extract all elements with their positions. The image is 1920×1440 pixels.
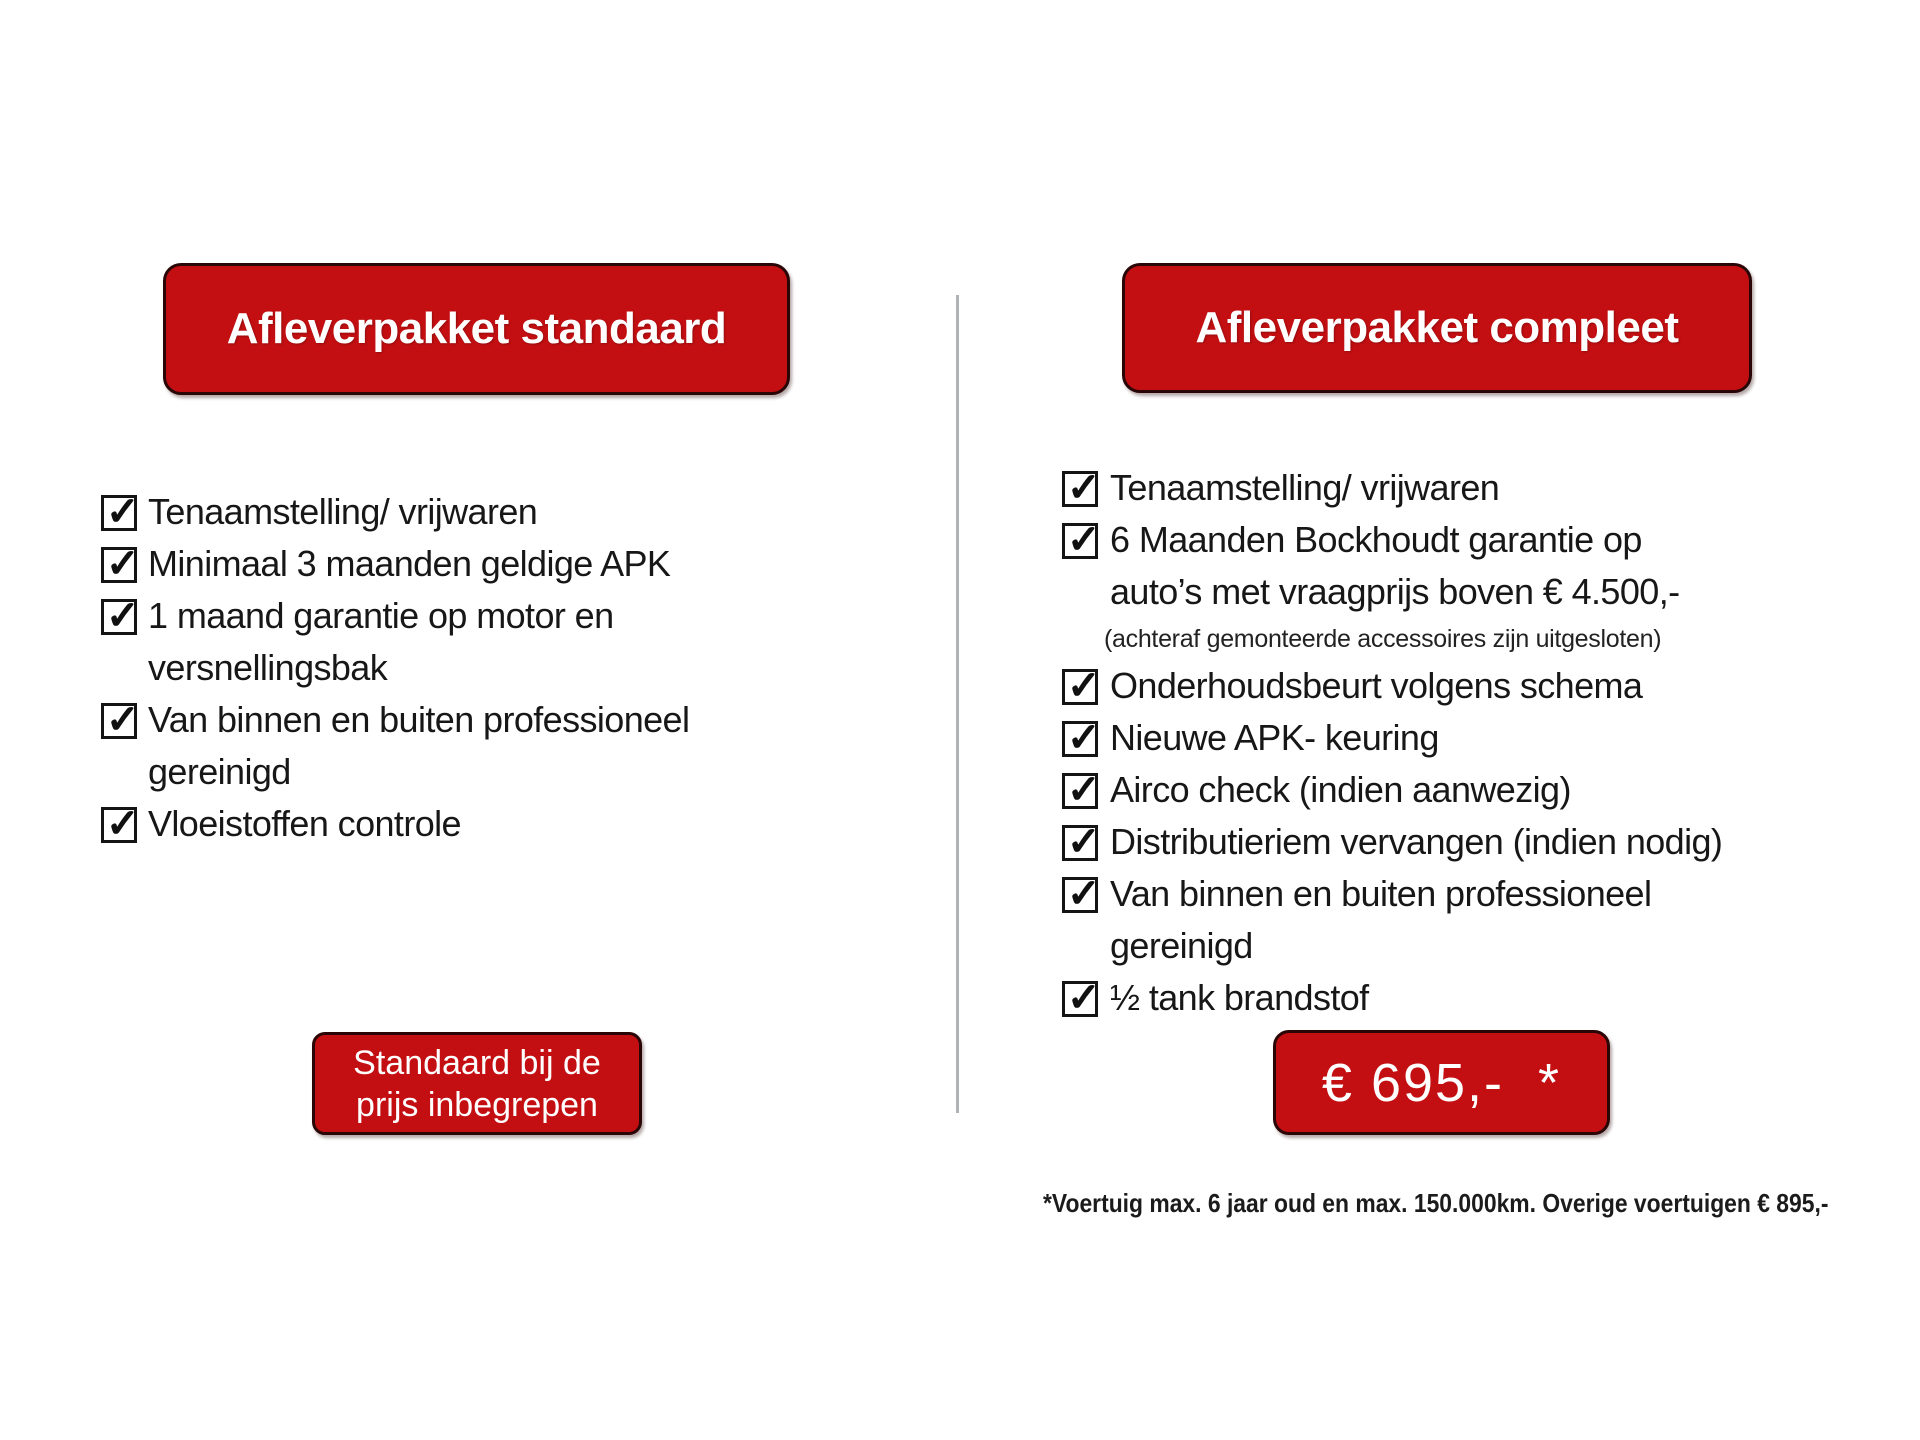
checklist-item-label: ½ tank brandstof (1110, 977, 1369, 1018)
checklist-item (1062, 660, 1882, 712)
checklist-item-label: versnellingsbak (148, 647, 388, 688)
checklist-note-label: (achteraf gemonteerde accessoires zijn uitgesloten) (1104, 624, 1662, 653)
checked-checkbox-icon (101, 594, 139, 638)
checked-checkbox-icon (1062, 976, 1100, 1020)
check-mark-icon: ✓ (106, 490, 139, 534)
checked-checkbox-icon (101, 490, 139, 534)
checklist-item (1062, 514, 1882, 566)
checked-checkbox-icon (1062, 518, 1100, 562)
checklist-item-label: Van binnen en buiten professioneel (148, 699, 690, 740)
check-mark-icon: ✓ (1067, 716, 1100, 760)
checked-checkbox-icon (101, 802, 139, 846)
check-mark-icon: ✓ (1067, 466, 1100, 510)
checklist-item (1062, 868, 1882, 920)
checklist-item-label: Minimaal 3 maanden geldige APK (148, 543, 671, 584)
checklist-item-label: 6 Maanden Bockhoudt garantie op (1110, 519, 1642, 560)
checklist-item (101, 798, 861, 850)
checked-checkbox-icon (1062, 872, 1100, 916)
checklist-item-label: gereinigd (148, 751, 291, 792)
checked-checkbox-icon (1062, 466, 1100, 510)
checked-checkbox-icon (101, 698, 139, 742)
check-mark-icon: ✓ (106, 542, 139, 586)
complete-package-title: Afleverpakket compleet (1195, 303, 1679, 352)
checklist-item-continuation (1062, 566, 1882, 618)
checklist-item-continuation (1062, 920, 1882, 972)
price-value: € 695,- * (1321, 1052, 1562, 1113)
check-mark-icon: ✓ (106, 802, 139, 846)
checklist-item-label: 1 maand garantie op motor en (148, 595, 614, 636)
checklist-item (1062, 764, 1882, 816)
check-mark-icon: ✓ (1067, 820, 1100, 864)
check-mark-icon: ✓ (106, 594, 139, 638)
check-mark-icon: ✓ (106, 698, 139, 742)
checklist-item-label: auto’s met vraagprijs boven € 4.500,- (1110, 571, 1680, 612)
checked-checkbox-icon (1062, 820, 1100, 864)
checklist-item (1062, 462, 1882, 514)
checklist-item-label: gereinigd (1110, 925, 1253, 966)
standard-package-title: Afleverpakket standaard (226, 304, 727, 353)
checklist-item-label: Tenaamstelling/ vrijwaren (1110, 467, 1500, 508)
checklist-item-label: Onderhoudsbeurt volgens schema (1110, 665, 1643, 706)
checklist-item (101, 486, 861, 538)
checked-checkbox-icon (101, 542, 139, 586)
included-in-price-badge (312, 1032, 642, 1135)
checked-checkbox-icon (1062, 664, 1100, 708)
check-mark-icon: ✓ (1067, 976, 1100, 1020)
checklist-item (1062, 816, 1882, 868)
checklist-item (101, 590, 861, 642)
complete-package-header (1122, 263, 1752, 393)
checklist-item (101, 538, 861, 590)
checklist-item (1062, 712, 1882, 764)
check-mark-icon: ✓ (1067, 768, 1100, 812)
price-badge (1273, 1030, 1610, 1135)
checklist-item (101, 694, 861, 746)
checklist-item-label: Vloeistoffen controle (148, 803, 461, 844)
checklist-item (1062, 972, 1882, 1024)
checklist-item-label: Distributieriem vervangen (indien nodig) (1110, 821, 1723, 862)
checklist-item-continuation (101, 642, 861, 694)
standard-package-header (163, 263, 790, 395)
check-mark-icon: ✓ (1067, 518, 1100, 562)
checklist-item-continuation (101, 746, 861, 798)
checklist-item-label: Airco check (indien aanwezig) (1110, 769, 1571, 810)
check-mark-icon: ✓ (1067, 872, 1100, 916)
checklist-item-label: Van binnen en buiten professioneel (1110, 873, 1652, 914)
checklist-item-label: Nieuwe APK- keuring (1110, 717, 1439, 758)
price-footnote: *Voertuig max. 6 jaar oud en max. 150.000km. Overige voertuigen € 895,- (1043, 1188, 1829, 1218)
checked-checkbox-icon (1062, 768, 1100, 812)
badge-line-2: prijs inbegrepen (356, 1085, 598, 1124)
checklist-item-note (1062, 618, 1882, 660)
standard-package-checklist (101, 486, 861, 850)
checklist-item-label: Tenaamstelling/ vrijwaren (148, 491, 538, 532)
checked-checkbox-icon (1062, 716, 1100, 760)
complete-package-checklist (1062, 462, 1882, 1024)
badge-line-1: Standaard bij de (353, 1043, 601, 1082)
check-mark-icon: ✓ (1067, 664, 1100, 708)
column-divider (956, 295, 959, 1113)
